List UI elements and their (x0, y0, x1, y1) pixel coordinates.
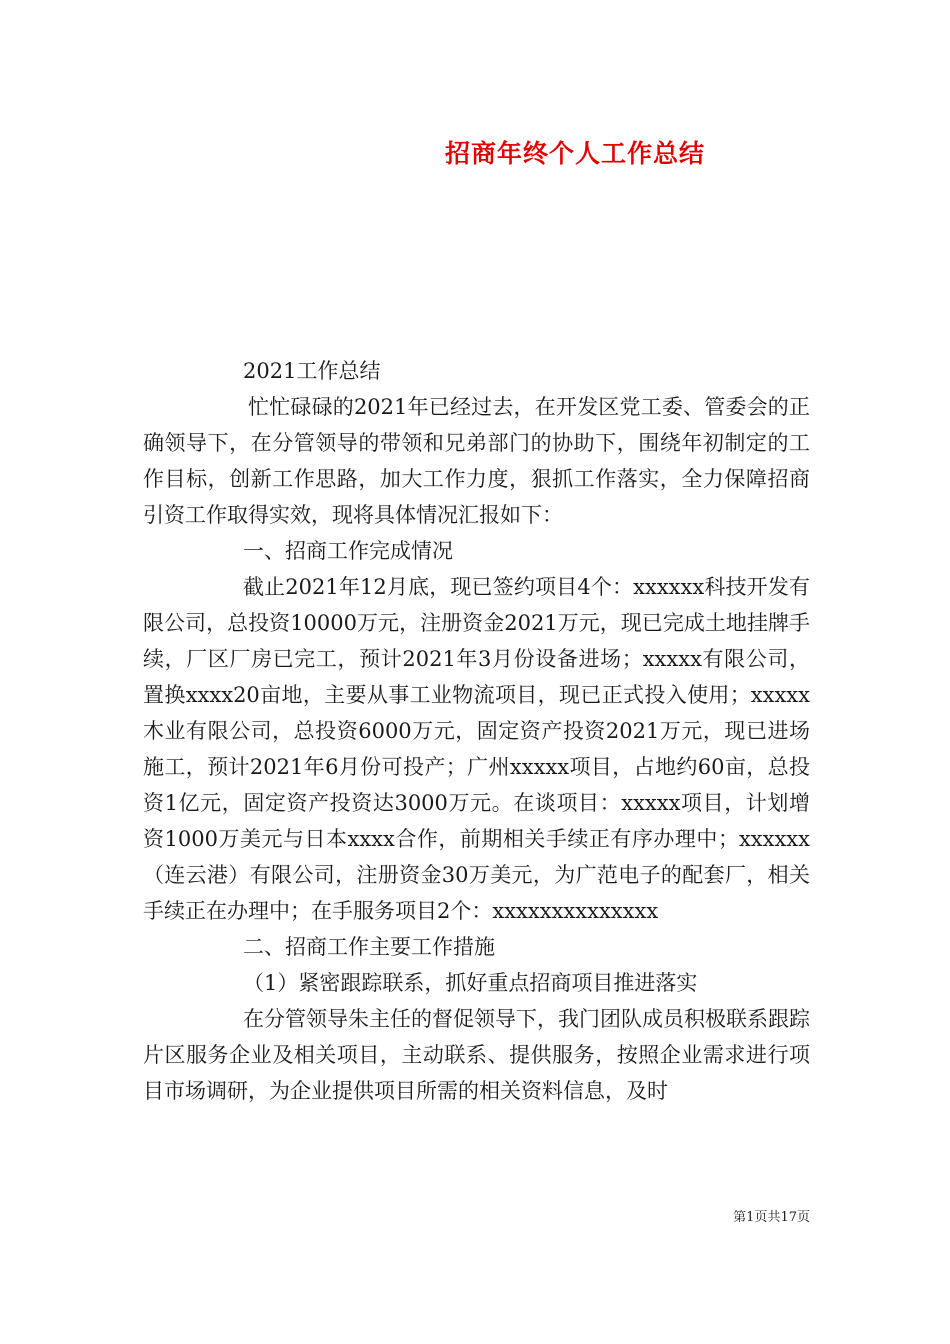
paragraph-intro: 忙忙碌碌的2021年已经过去，在开发区党工委、管委会的正确领导下，在分管领导的带领和兄弟部门的协助下，围绕年初制定的工作目标，创新工作思路，加大工作力度，狠抓工作落实，全力保障招商引资工作取得实效，现将具体情况汇报如下： (143, 395, 810, 527)
subsection-heading-1: （1）紧密跟踪联系，抓好重点招商项目推进落实 (243, 971, 698, 995)
section-heading-1: 一、招商工作完成情况 (243, 539, 453, 563)
section-heading-2: 二、招商工作主要工作措施 (243, 935, 495, 959)
paragraph-heading-summary: 2021工作总结 (243, 359, 381, 383)
page-number: 第1页共17页 (733, 1210, 810, 1225)
paragraph-measures: 在分管领导朱主任的督促领导下，我门团队成员积极联系跟踪片区服务企业及相关项目，主动联系、提供服务，按照企业需求进行项目市场调研，为企业提供项目所需的相关资料信息，及时 (143, 1007, 810, 1103)
document-body (143, 353, 810, 1109)
document-title: 招商年终个人工作总结 (444, 139, 705, 168)
paragraph-completion-status: 截止2021年12月底，现已签约项目4个：xxxxxx科技开发有限公司，总投资10000万元，注册资金2021万元，现已完成土地挂牌手续，厂区厂房已完工，预计2021年3月份设备进场；xxxxx有限公司，置换xxxx20亩地，主要从事工业物流项目，现已正式投入使用；xxxxx木业有限公司，总投资6000万元，固定资产投资2021万元，现已进场施工，预计2021年6月份可投产；广州xxxxx项目，占地约60亩，总投资1亿元，固定资产投资达3000万元。在谈项目：xxxxx项目，计划增资1000万美元与日本xxxx合作，前期相关手续正有序办理中；xxxxxx（连云港）有限公司，注册资金30万美元，为广范电子的配套厂，相关手续正在办理中；在手服务项目2个：xxxxxxxxxxxxxx (143, 575, 810, 923)
